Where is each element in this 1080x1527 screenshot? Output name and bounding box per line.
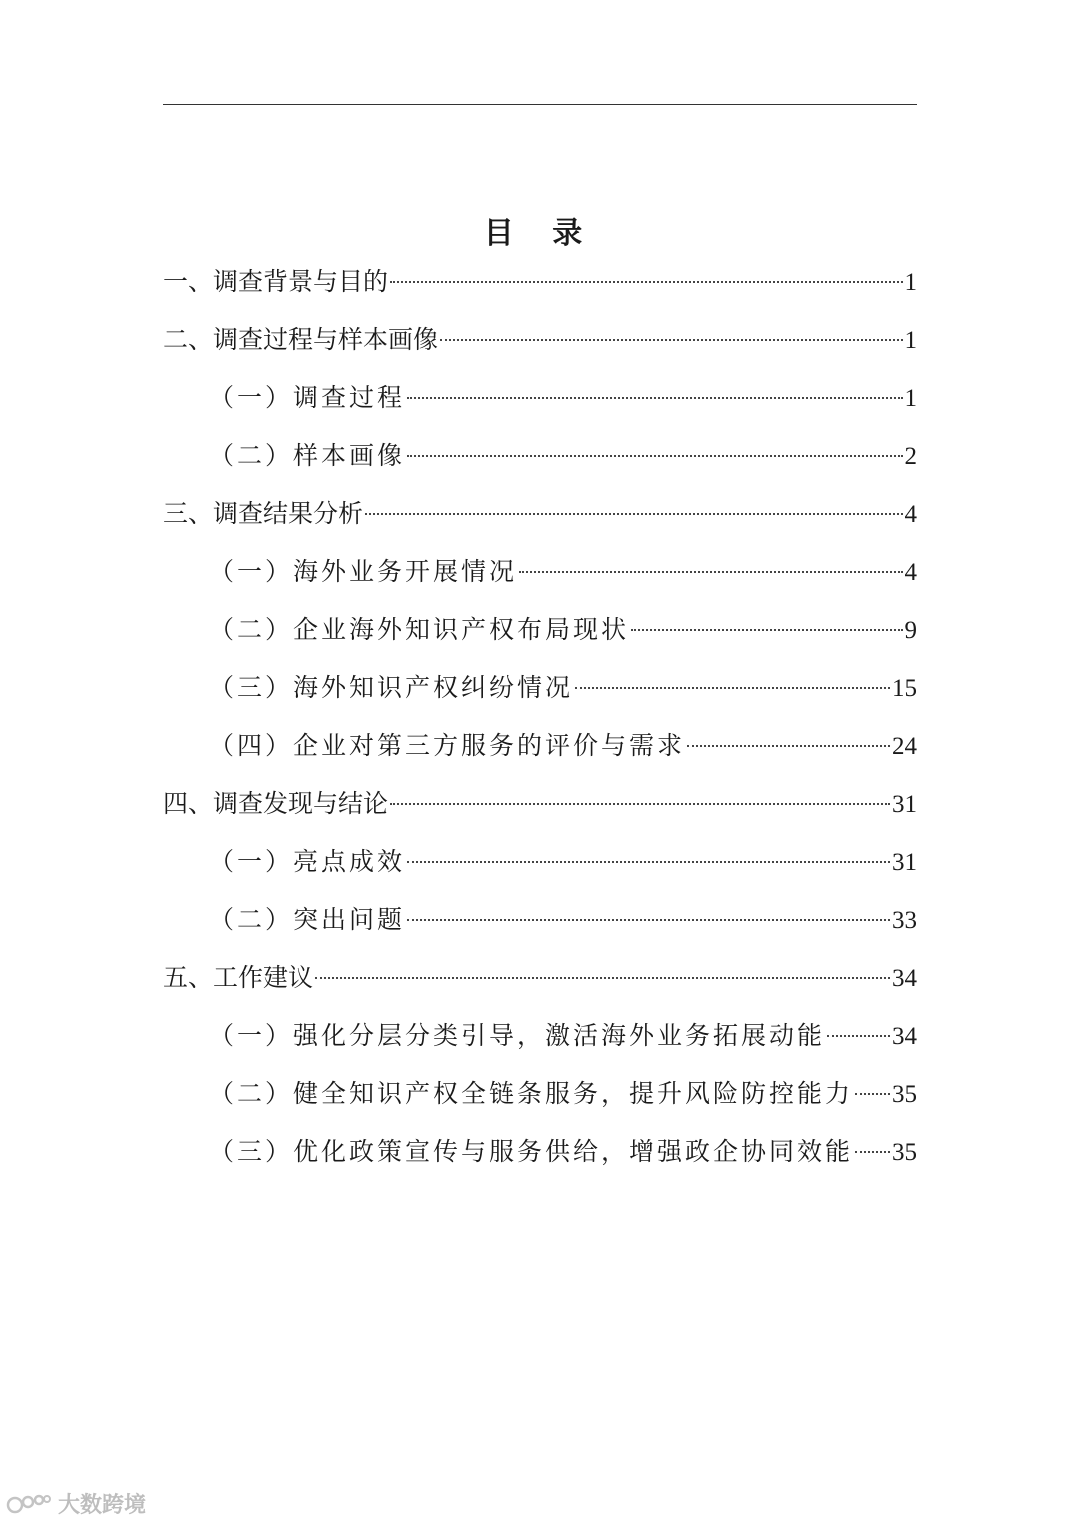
toc-entry[interactable] [163, 955, 917, 1013]
toc-entry[interactable] [163, 839, 917, 897]
toc-entry-page: 1 [904, 327, 917, 354]
toc-title: 目 录 [483, 216, 597, 252]
toc-entry-text: 一、调查背景与目的 [163, 267, 389, 296]
toc-entry-text: （四）企业对第三方服务的评价与需求 [209, 731, 686, 760]
toc-entry-text: 二、调查过程与样本画像 [163, 325, 439, 354]
toc-entry-text: 三、调查结果分析 [163, 499, 364, 528]
toc-entry-page: 1 [904, 269, 917, 296]
watermark [6, 1488, 146, 1519]
toc-entry-page: 15 [892, 675, 917, 702]
toc-entry-page: 4 [904, 559, 917, 586]
toc-entry[interactable] [163, 1071, 917, 1129]
toc-entry-page: 1 [904, 385, 917, 412]
toc-entry[interactable] [163, 549, 917, 607]
dot-leader [407, 919, 890, 921]
toc-entry-page: 34 [892, 965, 917, 992]
toc-entry[interactable] [163, 607, 917, 665]
dot-leader [855, 1151, 890, 1153]
toc-entry-page: 2 [904, 443, 917, 470]
toc-entry-text: 四、调查发现与结论 [163, 789, 389, 818]
toc-entry[interactable] [163, 781, 917, 839]
toc-entry[interactable] [163, 433, 917, 491]
dot-leader [315, 977, 890, 979]
toc-entry-text: （二）企业海外知识产权布局现状 [209, 615, 630, 644]
toc-entry-page: 31 [892, 791, 917, 818]
dot-leader [855, 1093, 890, 1095]
dot-leader [440, 339, 902, 341]
toc-entry-page: 35 [892, 1139, 917, 1166]
bubble-logo-icon [6, 1491, 52, 1517]
dot-leader [407, 861, 890, 863]
watermark-text: 大数跨境 [58, 1493, 147, 1518]
toc-entry-page: 24 [892, 733, 917, 760]
toc-entry-page: 9 [904, 617, 917, 644]
dot-leader [390, 281, 902, 283]
toc-entry-text: （二）样本画像 [209, 441, 406, 470]
dot-leader [390, 803, 890, 805]
dot-leader [519, 571, 902, 573]
toc-entry-text: （三）优化政策宣传与服务供给，增强政企协同效能 [209, 1137, 854, 1166]
toc-entry[interactable] [163, 1129, 917, 1187]
dot-leader [687, 745, 890, 747]
dot-leader [365, 513, 902, 515]
dot-leader [827, 1035, 890, 1037]
toc-entry-text: （一）强化分层分类引导，激活海外业务拓展动能 [209, 1021, 826, 1050]
toc-entry-page: 31 [892, 849, 917, 876]
header-rule [163, 104, 917, 105]
toc-entry[interactable] [163, 665, 917, 723]
toc-entry[interactable] [163, 317, 917, 375]
toc-entry[interactable] [163, 1013, 917, 1071]
dot-leader [407, 397, 902, 399]
toc-entry-page: 34 [892, 1023, 917, 1050]
dot-leader [575, 687, 890, 689]
toc-entry[interactable] [163, 723, 917, 781]
toc-entry-page: 33 [892, 907, 917, 934]
toc-entry[interactable] [163, 375, 917, 433]
toc-entry-text: （一）调查过程 [209, 383, 406, 412]
toc-entry-text: （一）海外业务开展情况 [209, 557, 518, 586]
toc-entry-text: （一）亮点成效 [209, 847, 406, 876]
toc-entry-text: （二）健全知识产权全链条服务，提升风险防控能力 [209, 1079, 854, 1108]
dot-leader [631, 629, 902, 631]
toc-entry[interactable] [163, 897, 917, 955]
table-of-contents [163, 259, 917, 1187]
toc-entry-text: （三）海外知识产权纠纷情况 [209, 673, 574, 702]
dot-leader [407, 455, 902, 457]
toc-entry[interactable] [163, 259, 917, 317]
toc-entry-text: （二）突出问题 [209, 905, 406, 934]
toc-entry[interactable] [163, 491, 917, 549]
toc-entry-page: 4 [904, 501, 917, 528]
toc-entry-text: 五、工作建议 [163, 963, 314, 992]
toc-entry-page: 35 [892, 1081, 917, 1108]
